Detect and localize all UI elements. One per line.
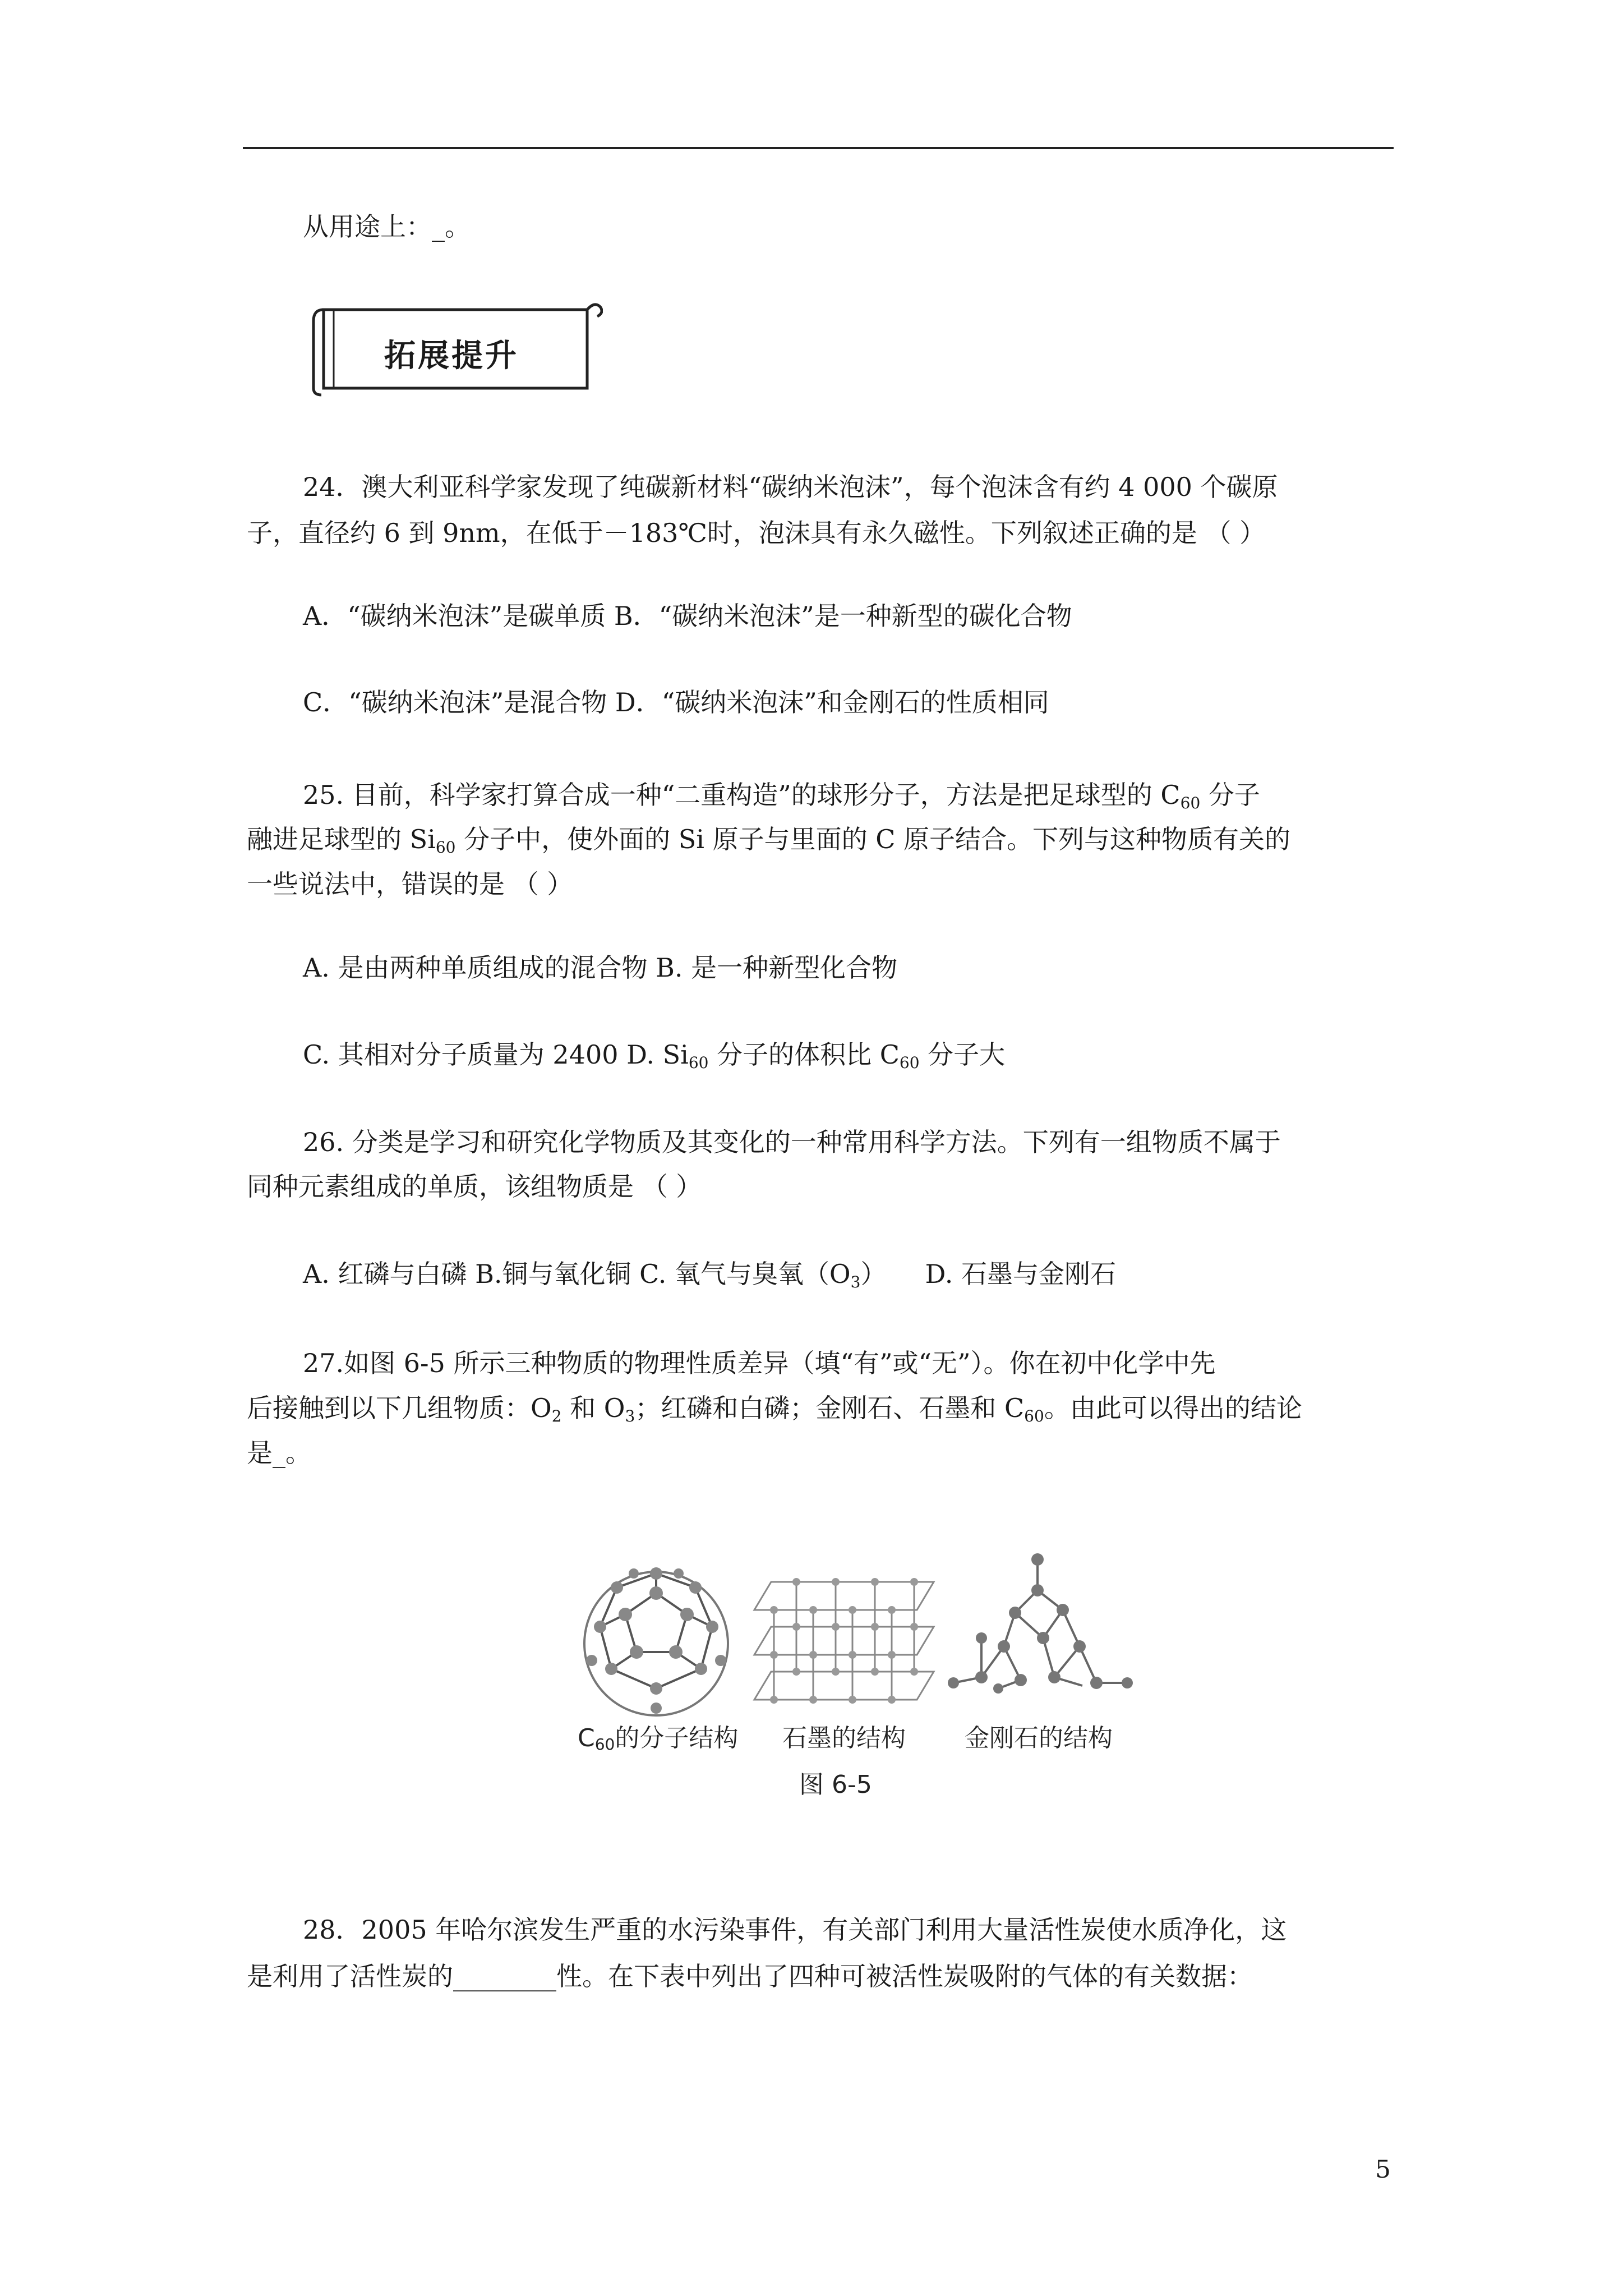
q24-options-cd: C．“碳纳米泡沫”是混合物 D．“碳纳米泡沫”和金刚石的性质相同 [303,687,1049,717]
q28-line1: 28．2005 年哈尔滨发生严重的水污染事件，有关部门利用大量活性炭使水质净化，这 [303,1915,1287,1945]
q28-line2: 是利用了活性炭的________性。在下表中列出了四种可被活性炭吸附的气体的有关数据： [247,1961,1253,1991]
q25-line1: 25. 目前，科学家打算合成一种“二重构造”的球形分子，方法是把足球型的 $C_{60}$ 分子 [303,780,1260,812]
q26-line1: 26. 分类是学习和研究化学物质及其变化的一种常用科学方法。下列有一组物质不属于 [303,1127,1281,1157]
caption-diamond: 金刚石的结构 [965,1724,1113,1752]
q27-line3: 是_。 [247,1438,311,1468]
figure-6-5 [572,1548,1144,1812]
caption-graphite: 石墨的结构 [782,1724,906,1752]
figure-label: 图 6-5 [799,1770,872,1799]
q25-options-cd: C. 其相对分子质量为 2400 D. $Si_{60}$ 分子的体积比 $C_{60}$ 分子大 [303,1039,1006,1072]
diamond-structure-icon [948,1553,1133,1694]
q24-options-ab: A．“碳纳米泡沫”是碳单质 B．“碳纳米泡沫”是一种新型的碳化合物 [303,601,1072,631]
q24-line2: 子，直径约 6 到 9nm，在低于－183℃时，泡沫具有永久磁性。下列叙述正确的是 （ ） [247,518,1266,548]
c60-structure-icon [584,1567,728,1715]
q27-line2: 后接触到以下几组物质：$O_2$ 和 $O_3$；红磷和白磷；金刚石、石墨和 $C_{60}$。由此可以得出的结论 [247,1393,1302,1425]
page-number: 5 [1375,2155,1391,2184]
q26-line2: 同种元素组成的单质，该组物质是 （ ） [247,1171,702,1202]
expansion-banner [311,297,603,398]
q25-line3: 一些说法中，错误的是 （ ） [247,869,573,899]
top-text: 从用途上：_。 [303,211,471,242]
graphite-structure-icon [754,1578,934,1704]
banner-label: 拓展提升 [384,338,519,374]
q25-line2: 融进足球型的 $Si_{60}$ 分子中，使外面的 Si 原子与里面的 C 原子结合。下列与这种物质有关的 [247,824,1291,857]
caption-c60: $C_{60}$的分子结构 [578,1724,739,1754]
q26-options: A. 红磷与白磷 B.铜与氧化铜 C. 氧气与臭氧$(O_3)$ D. 石墨与金刚石 [303,1259,1116,1291]
q24-line1: 24．澳大利亚科学家发现了纯碳新材料“碳纳米泡沫”，每个泡沫含有约 4 000 个碳原 [303,472,1278,502]
carbon-structures-illustration [572,1548,1144,1728]
q27-line1: 27.如图 6-5 所示三种物质的物理性质差异（填“有”或“无”）。你在初中化学中先 [303,1348,1216,1378]
q25-options-ab: A. 是由两种单质组成的混合物 B. 是一种新型化合物 [303,953,898,983]
header-rule [243,147,1394,149]
